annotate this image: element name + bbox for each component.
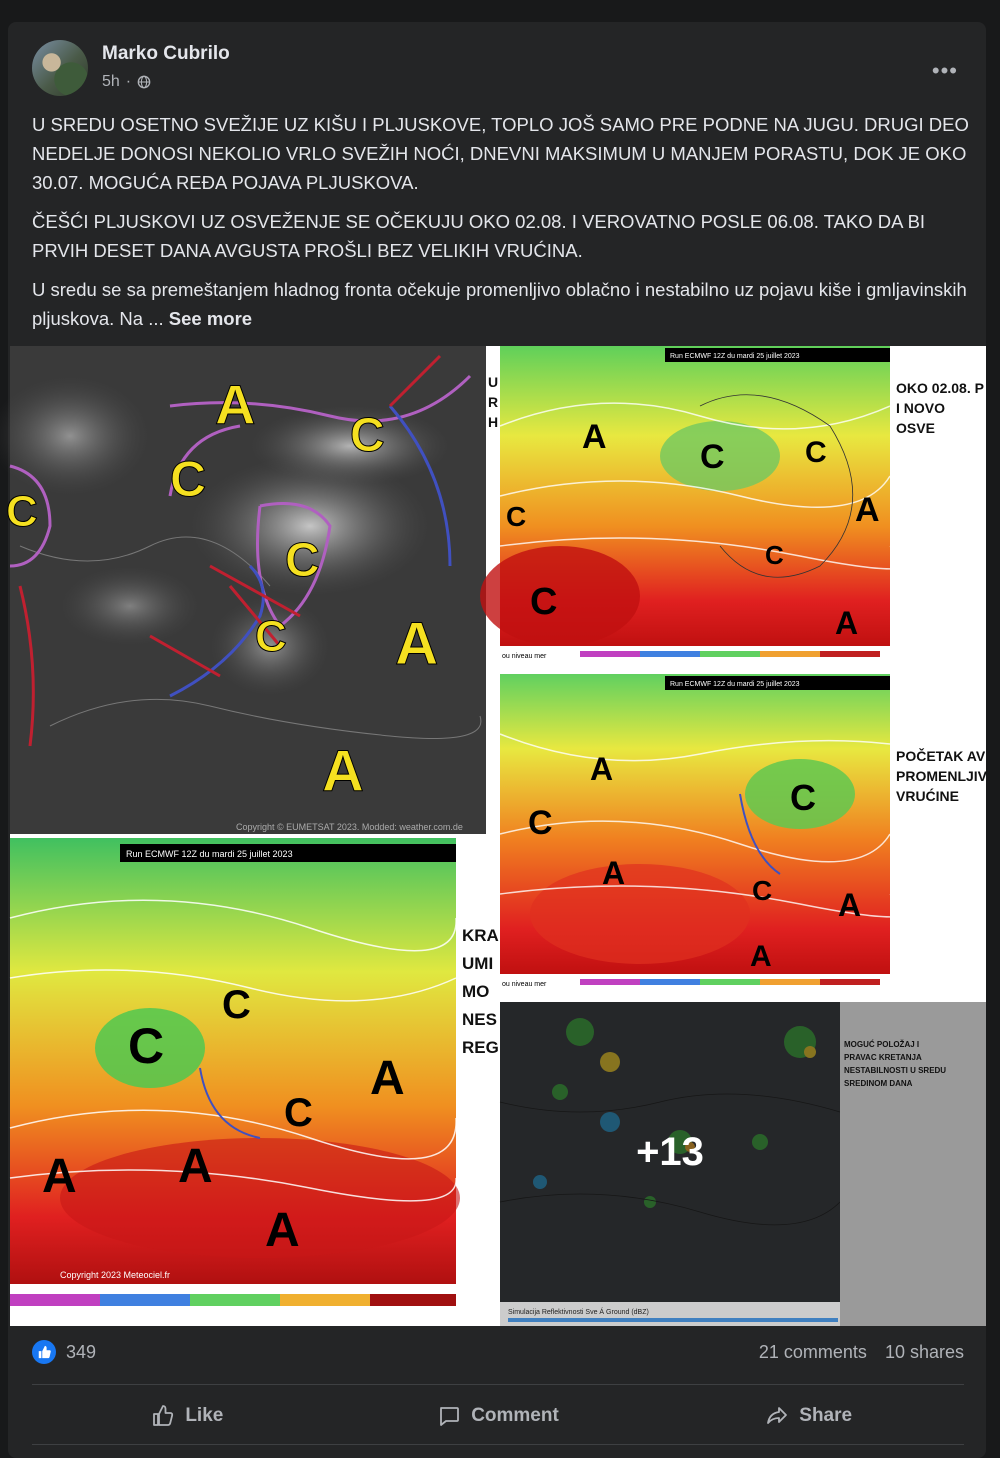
thumbs-up-icon: [37, 1345, 51, 1359]
radar-image[interactable]: [500, 1002, 986, 1326]
divider: [32, 1384, 964, 1385]
side-line: PROMENLJIV: [896, 768, 988, 784]
side-line: U: [488, 374, 499, 390]
svg-text:A: A: [582, 418, 607, 456]
svg-text:A: A: [265, 1204, 300, 1257]
map-scale-label: ou niveau mer: [502, 981, 547, 988]
svg-text:C: C: [700, 438, 725, 476]
svg-text:C: C: [506, 501, 527, 532]
pressure-label: A: [322, 739, 364, 804]
like-label: Like: [185, 1405, 224, 1426]
post-card: [8, 22, 986, 1458]
svg-text:C: C: [752, 875, 773, 906]
map-copyright: Copyright 2023 Meteociel.fr: [60, 1270, 171, 1280]
more-photos-overlay[interactable]: +13: [500, 1002, 840, 1302]
reaction-count[interactable]: 349: [66, 1342, 97, 1362]
see-more-link[interactable]: See more: [168, 308, 253, 329]
side-line: R: [488, 394, 499, 410]
satellite-caption: Copyright © EUMETSAT 2023. Modded: weather.com.de: [236, 822, 463, 832]
svg-text:C: C: [222, 983, 251, 1027]
comment-button[interactable]: [343, 1394, 654, 1438]
svg-text:C: C: [528, 804, 553, 842]
svg-text:A: A: [855, 491, 880, 529]
like-reaction-icon[interactable]: [32, 1340, 56, 1364]
map-header: Run ECMWF 12Z du mardi 25 juillet 2023: [126, 849, 293, 859]
side-line: MOGUĆ POLOŽAJ I: [844, 1040, 920, 1049]
more-options-icon[interactable]: •••: [931, 58, 958, 83]
post-paragraph: ČEŠĆI PLJUSKOVI UZ OSVEŽENJE SE OČEKUJU OKO 02.08. I VEROVATNO POSLE 06.08. TAKO DA BI PRVIH DESET DANA AVGUSTA PROŠLI BEZ VELIKIH VRUĆINA.: [32, 211, 926, 261]
side-text-radar: [844, 1038, 946, 1090]
side-line: UMI: [462, 954, 494, 973]
thumbs-up-icon: [151, 1404, 175, 1428]
radar-caption: Simulacija Reflektivnosti Sve Á Ground (dBZ): [508, 1309, 649, 1316]
pressure-label: A: [215, 373, 256, 436]
comment-icon: [437, 1404, 461, 1428]
svg-text:C: C: [805, 436, 827, 469]
side-line: NES: [462, 1010, 497, 1029]
comments-count[interactable]: 21 comments: [758, 1342, 867, 1362]
share-icon: [765, 1404, 789, 1428]
comment-label: Comment: [471, 1405, 559, 1426]
globe-icon: [137, 75, 151, 89]
image-grid: [6, 346, 988, 1326]
side-line: VRUĆINE: [896, 788, 960, 804]
side-line: SREDINOM DANA: [844, 1079, 913, 1088]
svg-text:A: A: [42, 1150, 77, 1203]
satellite-image[interactable]: [6, 346, 486, 834]
forecast-map-3[interactable]: [10, 838, 499, 1326]
post-time[interactable]: 5h: [102, 73, 120, 90]
post-header: [32, 40, 972, 100]
svg-text:A: A: [370, 1052, 405, 1105]
post-paragraph: [32, 275, 972, 333]
avatar[interactable]: [32, 40, 88, 96]
svg-text:A: A: [602, 855, 626, 891]
map-scale-label: ou niveau mer: [502, 653, 547, 660]
post-paragraph-text: U sredu se sa premeštanjem hladnog fronta očekuje promenljivo oblačno i nestabilno uz pojavu kiše i gmljavinskih pljuskova. Na ...: [32, 279, 967, 329]
svg-text:A: A: [838, 887, 862, 923]
svg-text:C: C: [790, 777, 816, 818]
pressure-label: C: [255, 612, 287, 661]
post-stats: [32, 1338, 964, 1370]
share-label: Share: [799, 1405, 853, 1426]
forecast-map-2[interactable]: [500, 674, 986, 998]
divider: [32, 1444, 964, 1445]
side-line: OKO 02.08. P: [896, 380, 984, 396]
share-button[interactable]: [653, 1394, 964, 1438]
svg-text:C: C: [530, 581, 558, 623]
svg-text:C: C: [765, 540, 784, 570]
side-line: PRAVAC KRETANJA: [844, 1053, 922, 1062]
svg-text:A: A: [590, 751, 614, 787]
side-line: MO: [462, 982, 490, 1001]
side-line: KRA: [462, 926, 499, 945]
shares-count[interactable]: 10 shares: [884, 1342, 964, 1362]
map-header: Run ECMWF 12Z du mardi 25 juillet 2023: [670, 681, 800, 688]
svg-text:A: A: [835, 605, 859, 641]
side-line: NESTABILNOSTI U SREDU: [844, 1066, 947, 1075]
post-paragraph: U SREDU OSETNO SVEŽIJE UZ KIŠU I PLJUSKOVE, TOPLO JOŠ SAMO PRE PODNE NA JUGU. DRUGI DEO NEDELJE DONOSI NEKOLIO VRLO SVEŽIH NOĆI, DNEVNI MAKSIMUM U MANJEM PORASTU, DOK JE OKO 30.07. MOGUĆA REĐA POJAVA PLJUSKOVA.: [32, 114, 969, 193]
side-line: H: [488, 414, 499, 430]
svg-text:A: A: [178, 1140, 213, 1193]
svg-text:C: C: [128, 1018, 165, 1074]
action-bar: [32, 1394, 964, 1438]
svg-text:C: C: [284, 1091, 313, 1135]
pressure-label: C: [6, 487, 38, 536]
map-header: Run ECMWF 12Z du mardi 25 juillet 2023: [670, 353, 800, 360]
post-text: [32, 110, 972, 343]
side-line: I NOVO OSVE: [896, 400, 946, 436]
pressure-label: C: [170, 451, 207, 507]
forecast-map-1[interactable]: [500, 346, 986, 670]
pressure-label: C: [285, 534, 320, 587]
side-line: POČETAK AV: [896, 748, 986, 764]
pressure-label: A: [395, 610, 439, 677]
side-line: REG: [462, 1038, 499, 1057]
side-text-sat: [488, 372, 498, 432]
pressure-label: C: [350, 409, 385, 462]
author-name[interactable]: Marko Cubrilo: [102, 43, 230, 64]
engagement-stats: [759, 1342, 964, 1363]
post-meta: 5h ·: [102, 73, 151, 91]
side-text-map2: [896, 746, 987, 806]
side-text-map1: [896, 378, 986, 438]
svg-text:A: A: [750, 940, 772, 973]
side-text-map3: [462, 922, 499, 1062]
like-button[interactable]: [32, 1394, 343, 1438]
